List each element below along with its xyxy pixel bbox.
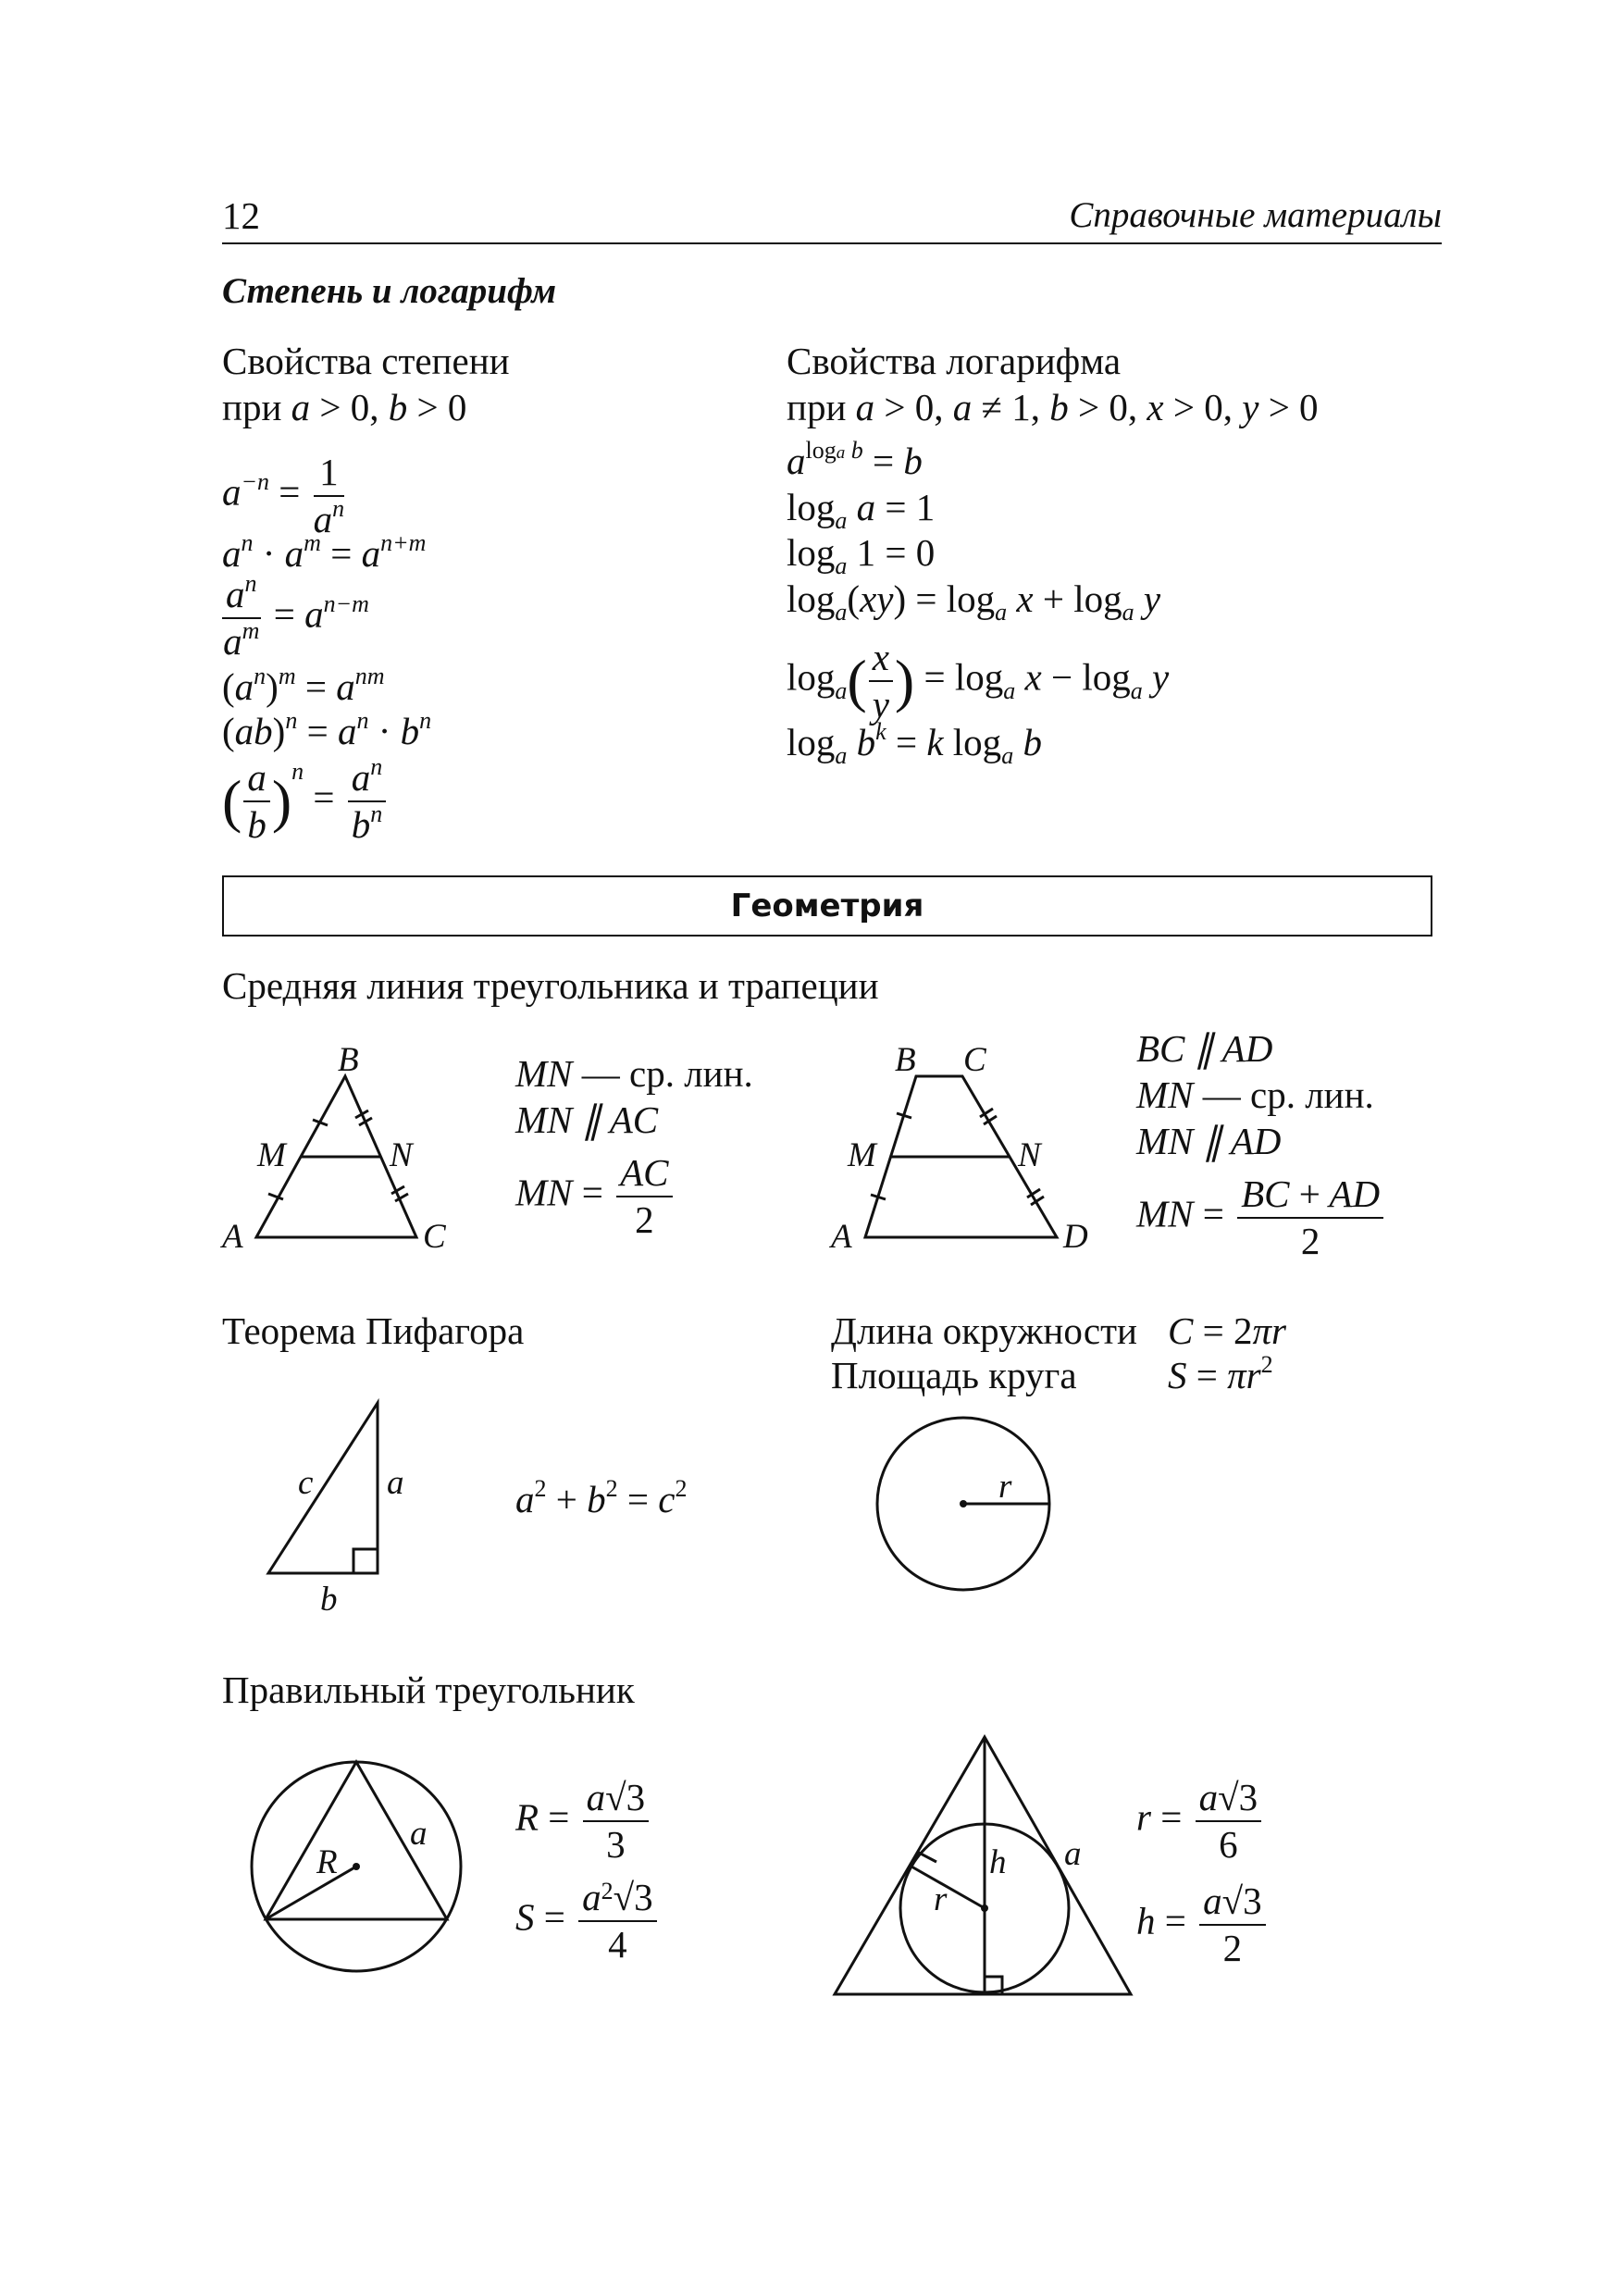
circle-length-formula: C = 2πr (1168, 1309, 1286, 1352)
circle-area-formula: $S = \pi r^2$ (1168, 1351, 1273, 1396)
circumradius-formula: R = $\frac{a√3}{3}$ (515, 1777, 652, 1866)
page-number: 12 (222, 194, 260, 237)
trap-label-N: N (1018, 1136, 1041, 1174)
geometry-banner: Геометрия (222, 875, 1432, 937)
midline-trap-formula: MN = $\frac{BC + AD}{2}$ (1136, 1173, 1387, 1262)
log-condition: при a > 0, a ≠ 1, b > 0, x > 0, y > 0 (787, 386, 1319, 428)
label-N: N (390, 1136, 413, 1174)
label-b: b (320, 1581, 338, 1619)
formula-power-of-power: $(a^n)^m = a^{nm}$ (222, 663, 385, 708)
midline-title: Средняя линия треугольника и трапеции (222, 964, 879, 1007)
label-A: A (222, 1218, 243, 1256)
label-a: a (387, 1464, 404, 1502)
trap-label-M: M (848, 1136, 876, 1174)
formula-log-a-1: $\log_a 1 = 0$ (787, 531, 936, 579)
area-formula: S = $\frac{a^2√3}{4}$ (515, 1877, 661, 1966)
midline-tri-text-1: MN — ср. лин. (515, 1052, 753, 1095)
label-h: h (989, 1843, 1007, 1881)
label-inradius-r: r (934, 1880, 948, 1918)
height-formula: h = $\frac{a√3}{2}$ (1136, 1880, 1270, 1969)
pythagoras-title: Теорема Пифагора (222, 1309, 525, 1352)
section-title: Степень и логарифм (222, 271, 557, 311)
log-title: Свойства логарифма (787, 340, 1122, 382)
label-R: R (316, 1843, 338, 1881)
midline-tri-formula: MN = $\frac{AC}{2}$ (515, 1152, 676, 1241)
trap-label-D: D (1063, 1218, 1088, 1256)
formula-log-identity: $a^{loga b} = b$ (787, 437, 923, 482)
midline-trap-text-1: BC ∥ AD (1136, 1027, 1273, 1070)
formula-negative-power: $a^{-n}$ = $\frac{1}{a^n}$ (222, 451, 345, 541)
label-r: r (998, 1468, 1012, 1506)
outer-regular-triangle (835, 1737, 1131, 1994)
formula-log-power: $\log_a b^k = k$ $\log_a b$ (787, 718, 1042, 769)
label-side-a2: a (1064, 1835, 1082, 1873)
label-B: B (338, 1041, 359, 1079)
label-M: M (257, 1136, 286, 1174)
formula-log-quotient: $\log_a$( $\frac{x}{y}$ ) = $\log_a x - \log_a y$ (787, 636, 1170, 726)
power-title: Свойства степени (222, 340, 510, 382)
label-side-a: a (410, 1815, 428, 1853)
midline-trap-text-3: MN ∥ AD (1136, 1120, 1282, 1162)
trap-label-B: B (895, 1041, 916, 1079)
label-C: C (423, 1218, 446, 1256)
formula-product-to-power: $(ab)^n = a^n \cdot b^n$ (222, 707, 432, 752)
formula-log-a-a: $\log_a a = 1$ (787, 486, 936, 534)
power-condition: при a > 0, b > 0 (222, 386, 467, 428)
formula-fraction-to-power: ( $\frac{a}{b}$ )$^n$ = $\frac{a^n}{b^n}$ (222, 757, 390, 846)
circle-length: Длина окружности (831, 1309, 1137, 1352)
trap-label-A: A (831, 1218, 852, 1256)
circle-area: Площадь круга (831, 1354, 1077, 1396)
right-triangle (268, 1403, 378, 1573)
midline-tri-text-2: MN ∥ AC (515, 1098, 659, 1141)
right-angle-mark (353, 1549, 378, 1573)
inradius (911, 1867, 985, 1908)
trap-label-C: C (963, 1041, 986, 1079)
formula-quotient-power: $\frac{a^n}{a^m}$ = $a^{n-m}$ (223, 570, 369, 664)
label-c: c (298, 1464, 314, 1502)
midline-trap-text-2: MN — ср. лин. (1136, 1073, 1374, 1116)
running-title: Справочные материалы (1069, 195, 1442, 235)
inradius-formula: r = $\frac{a√3}{6}$ (1136, 1777, 1265, 1866)
regular-triangle-title: Правильный треугольник (222, 1669, 635, 1711)
pythagoras-formula: $a^2 + b^2 = c^2$ (515, 1475, 688, 1520)
formula-log-product: $\log_a(xy) = \log_a x + \log_a y$ (787, 577, 1161, 626)
formula-product-power: $a^n \cdot a^m = a^{n+m}$ (222, 529, 427, 575)
